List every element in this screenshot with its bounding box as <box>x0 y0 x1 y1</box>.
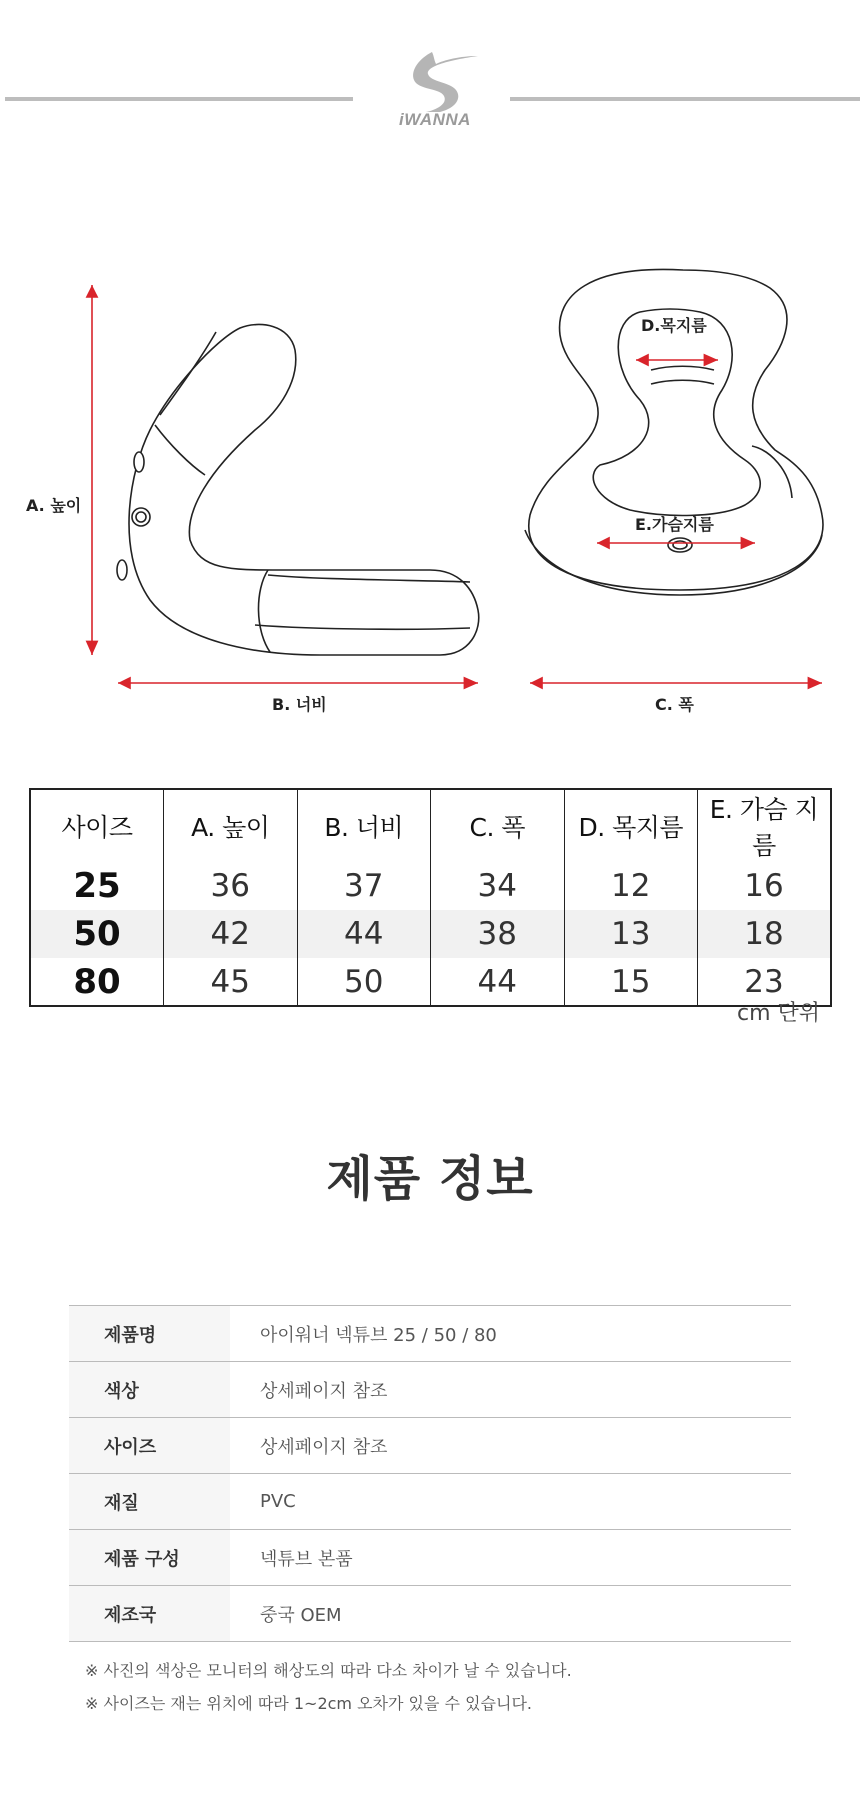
value-cell: 18 <box>698 910 832 958</box>
brand-logo-text: iWANNA <box>399 110 471 129</box>
value-cell: 38 <box>431 910 565 958</box>
label-chest: E.가슴지름 <box>635 515 714 534</box>
disclaimer-note: ※ 사진의 색상은 모니터의 해상도의 따라 다소 차이가 날 수 있습니다. <box>85 1661 572 1680</box>
value-cell: 16 <box>698 862 832 910</box>
size-diagram <box>0 250 860 730</box>
value-cell: 23 <box>698 958 832 1006</box>
info-row <box>69 1306 791 1362</box>
size-table-header: D. 목지름 <box>564 789 698 862</box>
info-row <box>69 1474 791 1530</box>
label-neck: D.목지름 <box>641 316 707 335</box>
header-divider-left <box>5 97 353 101</box>
info-value: 중국 OEM <box>230 1586 791 1642</box>
disclaimer-notes <box>85 1660 825 1726</box>
size-table-header: A. 높이 <box>164 789 298 862</box>
size-table-header: C. 폭 <box>431 789 565 862</box>
value-cell: 45 <box>164 958 298 1006</box>
side-view-outline <box>117 324 479 655</box>
info-key: 재질 <box>69 1474 230 1530</box>
size-table-header: E. 가슴 지름 <box>698 789 832 862</box>
size-cell: 50 <box>30 910 164 958</box>
value-cell: 44 <box>297 910 431 958</box>
info-key: 제품 구성 <box>69 1530 230 1586</box>
disclaimer-note: ※ 사이즈는 재는 위치에 따라 1~2cm 오차가 있을 수 있습니다. <box>85 1694 532 1713</box>
value-cell: 44 <box>431 958 565 1006</box>
info-value: 아이워너 넥튜브 25 / 50 / 80 <box>230 1306 791 1362</box>
value-cell: 42 <box>164 910 298 958</box>
size-table-row <box>30 910 831 958</box>
unit-note: cm 단위 <box>736 1001 820 1026</box>
value-cell: 37 <box>297 862 431 910</box>
info-key: 제조국 <box>69 1586 230 1642</box>
info-row <box>69 1530 791 1586</box>
header-divider-right <box>510 97 860 101</box>
size-table-header: B. 너비 <box>297 789 431 862</box>
value-cell: 36 <box>164 862 298 910</box>
section-title: 제품 정보 <box>326 1151 534 1207</box>
info-key: 색상 <box>69 1362 230 1418</box>
size-table <box>29 788 832 1007</box>
info-key: 사이즈 <box>69 1418 230 1474</box>
value-cell: 50 <box>297 958 431 1006</box>
info-value: 상세페이지 참조 <box>230 1418 791 1474</box>
info-value: 넥튜브 본품 <box>230 1530 791 1586</box>
value-cell: 12 <box>564 862 698 910</box>
value-cell: 34 <box>431 862 565 910</box>
value-cell: 15 <box>564 958 698 1006</box>
info-row <box>69 1362 791 1418</box>
info-row <box>69 1418 791 1474</box>
product-info-table <box>69 1305 791 1642</box>
size-table-header-row <box>30 789 831 862</box>
label-height: A. 높이 <box>26 496 82 515</box>
label-width: B. 너비 <box>272 695 327 714</box>
info-value: PVC <box>230 1474 791 1530</box>
neck-tube-diagram <box>0 250 860 730</box>
value-cell: 13 <box>564 910 698 958</box>
label-breadth: C. 폭 <box>655 695 694 714</box>
size-cell: 80 <box>73 961 121 1002</box>
info-key: 제품명 <box>69 1306 230 1362</box>
size-cell: 25 <box>73 866 121 906</box>
size-table-row <box>30 862 831 910</box>
info-value: 상세페이지 참조 <box>230 1362 791 1418</box>
info-row <box>69 1586 791 1642</box>
size-table-header: 사이즈 <box>61 813 133 842</box>
